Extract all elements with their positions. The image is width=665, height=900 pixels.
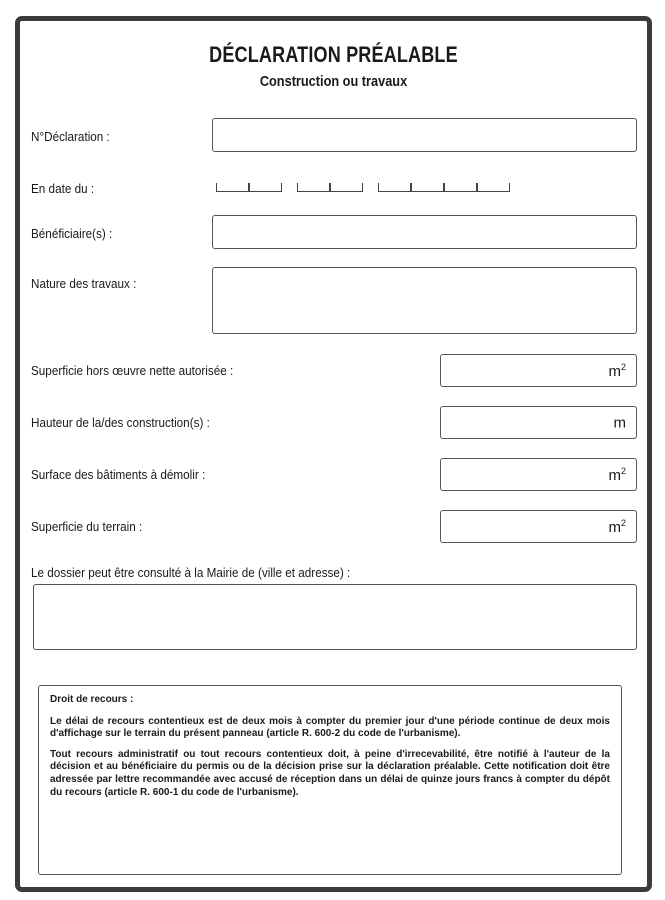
- superficie-shon-label: Superficie hors œuvre nette autorisée :: [31, 363, 234, 378]
- date-year-digit-2[interactable]: [411, 183, 444, 192]
- superficie-terrain-field[interactable]: [440, 510, 637, 543]
- date-month-digit-1[interactable]: [297, 183, 330, 192]
- superficie-shon-field[interactable]: [440, 354, 637, 387]
- recours-notice: [38, 685, 622, 875]
- date-day-digit-2[interactable]: [249, 183, 282, 192]
- surface-demolir-label: Surface des bâtiments à démolir :: [31, 467, 206, 482]
- date-year-digit-3[interactable]: [444, 183, 477, 192]
- declaration-number-field[interactable]: [212, 118, 637, 152]
- beneficiaires-label: Bénéficiaire(s) :: [31, 226, 113, 241]
- page-title: DÉCLARATION PRÉALABLE: [209, 42, 458, 67]
- recours-paragraph-2: Tout recours administratif ou tout recours contentieux doit, à peine d'irrecevabilité, être notifié à l'auteur de la décision et au bénéficiaire du permis ou de la décision prise sur la déclaration préalable. Cette notification doit être adressée par lettre recommandée avec accusé de réception dans un délai de quinze jours francs à compter du dépôt du recours (article R. 600-1 du code de l'urbanisme).: [50, 748, 610, 798]
- dossier-address-field[interactable]: [33, 584, 637, 650]
- square-meter-unit: $m^2$: [608, 465, 626, 484]
- date-label: En date du :: [31, 181, 95, 196]
- meter-unit: m: [613, 414, 626, 431]
- declaration-number-label: N°Déclaration :: [31, 129, 110, 144]
- date-year-digit-4[interactable]: [477, 183, 510, 192]
- recours-heading: Droit de recours :: [50, 694, 134, 705]
- square-meter-unit: $m^2$: [608, 361, 626, 380]
- declaration-panel: [15, 16, 652, 892]
- recours-paragraph-1: Le délai de recours contentieux est de deux mois à compter du premier jour d'une période continue de deux mois d'affichage sur le terrain du présent panneau (article R. 600-2 du code de l'urbanisme).: [50, 715, 610, 740]
- page-subtitle: Construction ou travaux: [259, 73, 408, 90]
- date-day-digit-1[interactable]: [216, 183, 249, 192]
- surface-demolir-field[interactable]: [440, 458, 637, 491]
- hauteur-field[interactable]: [440, 406, 637, 439]
- hauteur-label: Hauteur de la/des construction(s) :: [31, 415, 210, 430]
- date-year-digit-1[interactable]: [378, 183, 411, 192]
- beneficiaires-field[interactable]: [212, 215, 637, 249]
- square-meter-unit: $m^2$: [608, 517, 626, 536]
- superficie-terrain-label: Superficie du terrain :: [31, 519, 143, 534]
- dossier-label: Le dossier peut être consulté à la Mairie de (ville et adresse) :: [31, 565, 351, 580]
- nature-travaux-label: Nature des travaux :: [31, 276, 137, 291]
- nature-travaux-field[interactable]: [212, 267, 637, 334]
- date-month-digit-2[interactable]: [330, 183, 363, 192]
